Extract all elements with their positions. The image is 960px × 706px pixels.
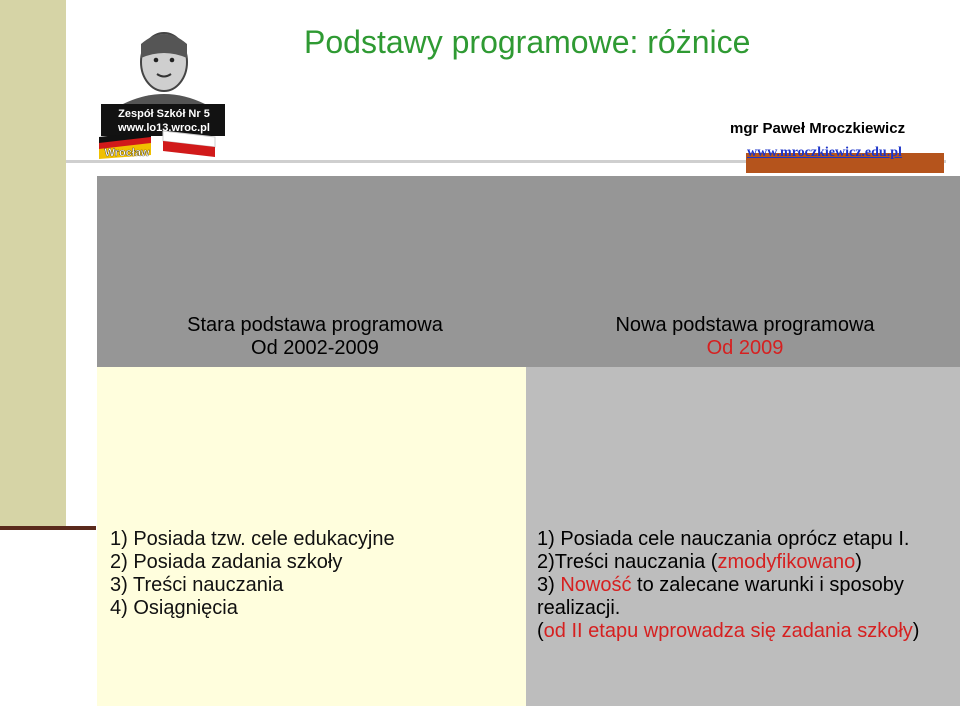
item-text: )	[912, 620, 920, 642]
item-text: (	[537, 620, 544, 642]
portrait-logo-icon	[93, 18, 235, 160]
item-accent-text: zmodyfikowano	[717, 551, 856, 573]
logo-school-text: Zespół Szkół Nr 5	[118, 108, 210, 120]
header-new-period: Od 2009	[706, 337, 784, 359]
header-old-title: Stara podstawa programowa	[187, 314, 443, 336]
slide-title: Podstawy programowe: różnice	[304, 24, 751, 60]
list-item: 3) Treści nauczania	[110, 574, 284, 596]
item-text: )	[855, 551, 862, 573]
list-item	[537, 620, 947, 643]
logo-city-text: Wrocław	[104, 147, 150, 159]
header-old-period: Od 2002-2009	[251, 337, 379, 359]
website-link[interactable]: www.mroczkiewicz.edu.pl	[747, 145, 902, 160]
list-item	[537, 551, 947, 574]
logo-url-text: www.lo13.wroc.pl	[118, 122, 210, 134]
item-text: 3)	[537, 574, 561, 596]
list-item	[537, 574, 947, 620]
item-text: to zalecane warunki i sposoby realizacji.	[537, 574, 904, 619]
list-item: 4) Osiągnięcia	[110, 597, 238, 619]
new-curriculum-list	[537, 528, 947, 643]
header-new-curriculum	[560, 314, 930, 360]
decorative-left-strip	[0, 0, 66, 528]
school-logo	[93, 18, 235, 160]
item-accent-text: od II etapu wprowadza się zadania szkoły	[543, 620, 913, 642]
list-item: 1) Posiada tzw. cele edukacyjne	[110, 528, 395, 550]
list-item: 1) Posiada cele nauczania oprócz etapu I.	[537, 528, 910, 550]
header-new-title: Nowa podstawa programowa	[615, 314, 875, 336]
item-text: 2)Treści nauczania (	[537, 551, 718, 573]
author-name: mgr Paweł Mroczkiewicz	[730, 120, 906, 137]
old-curriculum-list	[110, 528, 510, 620]
decorative-left-line	[0, 526, 96, 530]
list-item: 2) Posiada zadania szkoły	[110, 551, 343, 573]
header-old-curriculum	[130, 314, 500, 360]
item-accent-text: Nowość	[560, 574, 632, 596]
